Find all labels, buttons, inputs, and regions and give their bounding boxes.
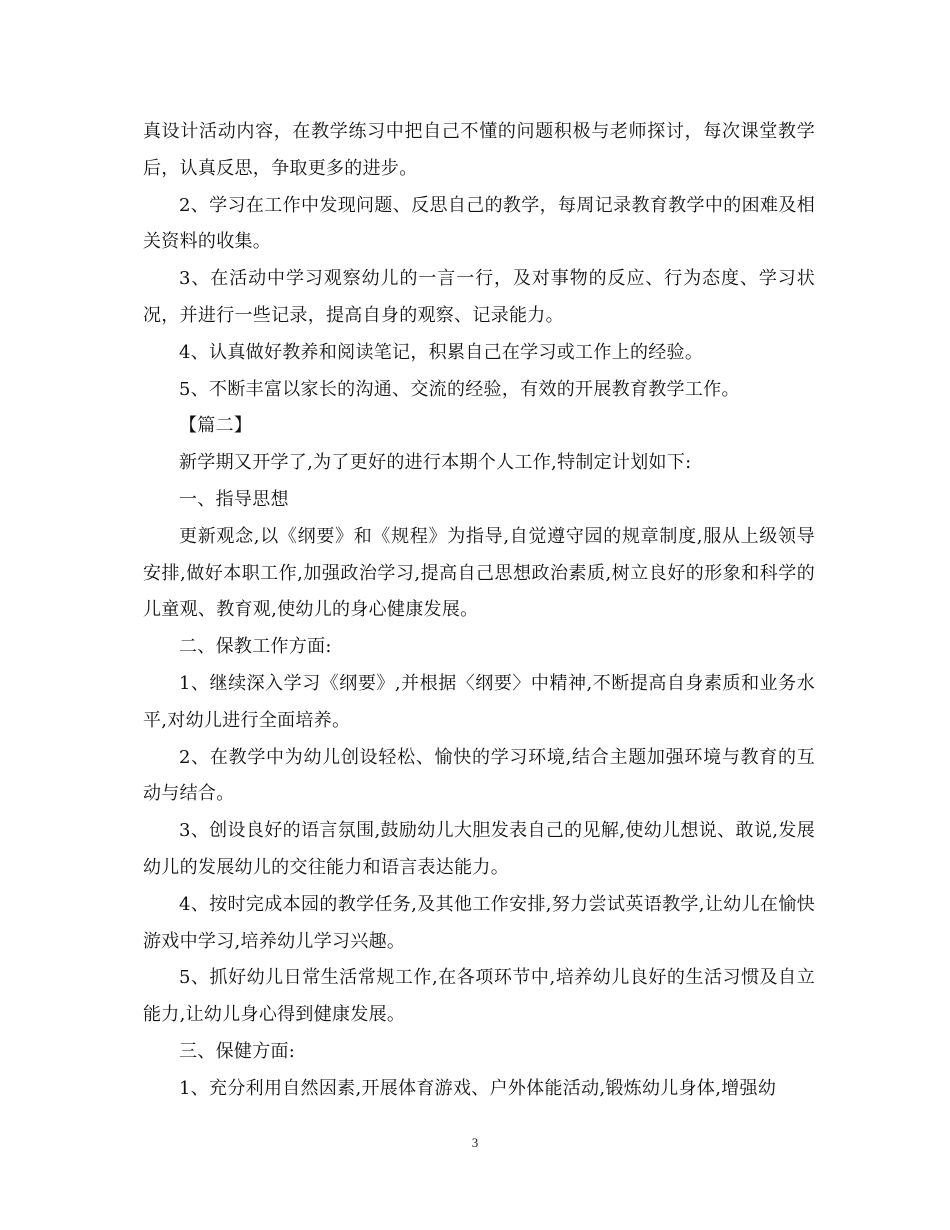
- paragraph: 5、抓好幼儿日常生活常规工作,在各项环节中,培养幼儿良好的生活习惯及自立能力,让幼儿身心得到健康发展。: [143, 967, 815, 1026]
- paragraph: 2、学习在工作中发现问题、反思自己的教学，每周记录教育教学中的困难及相关资料的收集。: [143, 194, 815, 253]
- paragraph: 二、保教工作方面:: [179, 636, 332, 658]
- paragraph: 4、认真做好教养和阅读笔记，积累自己在学习或工作上的经验。: [179, 341, 704, 363]
- paragraph: 1、继续深入学习《纲要》,并根据〈纲要〉中精神,不断提高自身素质和业务水平,对幼儿进行全面培养。: [143, 672, 815, 731]
- document-body: [143, 114, 815, 1108]
- paragraph: 4、按时完成本园的教学任务,及其他工作安排,努力尝试英语教学,让幼儿在愉快游戏中学习,培养幼儿学习兴趣。: [143, 893, 815, 952]
- paragraph: 更新观念,以《纲要》和《规程》为指导,自觉遵守园的规章制度,服从上级领导安排,做好本职工作,加强政治学习,提高自己思想政治素质,树立良好的形象和科学的儿童观、教育观,使幼儿的身心健康发展。: [143, 525, 815, 621]
- paragraph: 新学期又开学了,为了更好的进行本期个人工作,特制定计划如下:: [179, 452, 692, 474]
- page-number: 3: [471, 1135, 479, 1150]
- paragraph: 5、不断丰富以家长的沟通、交流的经验，有效的开展教育教学工作。: [179, 378, 740, 400]
- paragraph: 三、保健方面:: [179, 1040, 296, 1062]
- paragraph: 3、在活动中学习观察幼儿的一言一行，及对事物的反应、行为态度、学习状况，并进行一些记录，提高自身的观察、记录能力。: [143, 268, 815, 326]
- paragraph: 1、充分利用自然因素,开展体育游戏、户外体能活动,锻炼幼儿身体,增强幼: [179, 1077, 777, 1099]
- paragraph: 【篇二】: [179, 415, 253, 437]
- paragraph: 真设计活动内容，在教学练习中把自己不懂的问题积极与老师探讨，每次课堂教学后，认真反思，争取更多的进步。: [143, 121, 815, 179]
- paragraph: 2、在教学中为幼儿创设轻松、愉快的学习环境,结合主题加强环境与教育的互动与结合。: [143, 746, 815, 805]
- paragraph: 一、指导思想: [179, 488, 289, 510]
- paragraph: 3、创设良好的语言氛围,鼓励幼儿大胆发表自己的见解,使幼儿想说、敢说,发展幼儿的发展幼儿的交往能力和语言表达能力。: [143, 820, 815, 878]
